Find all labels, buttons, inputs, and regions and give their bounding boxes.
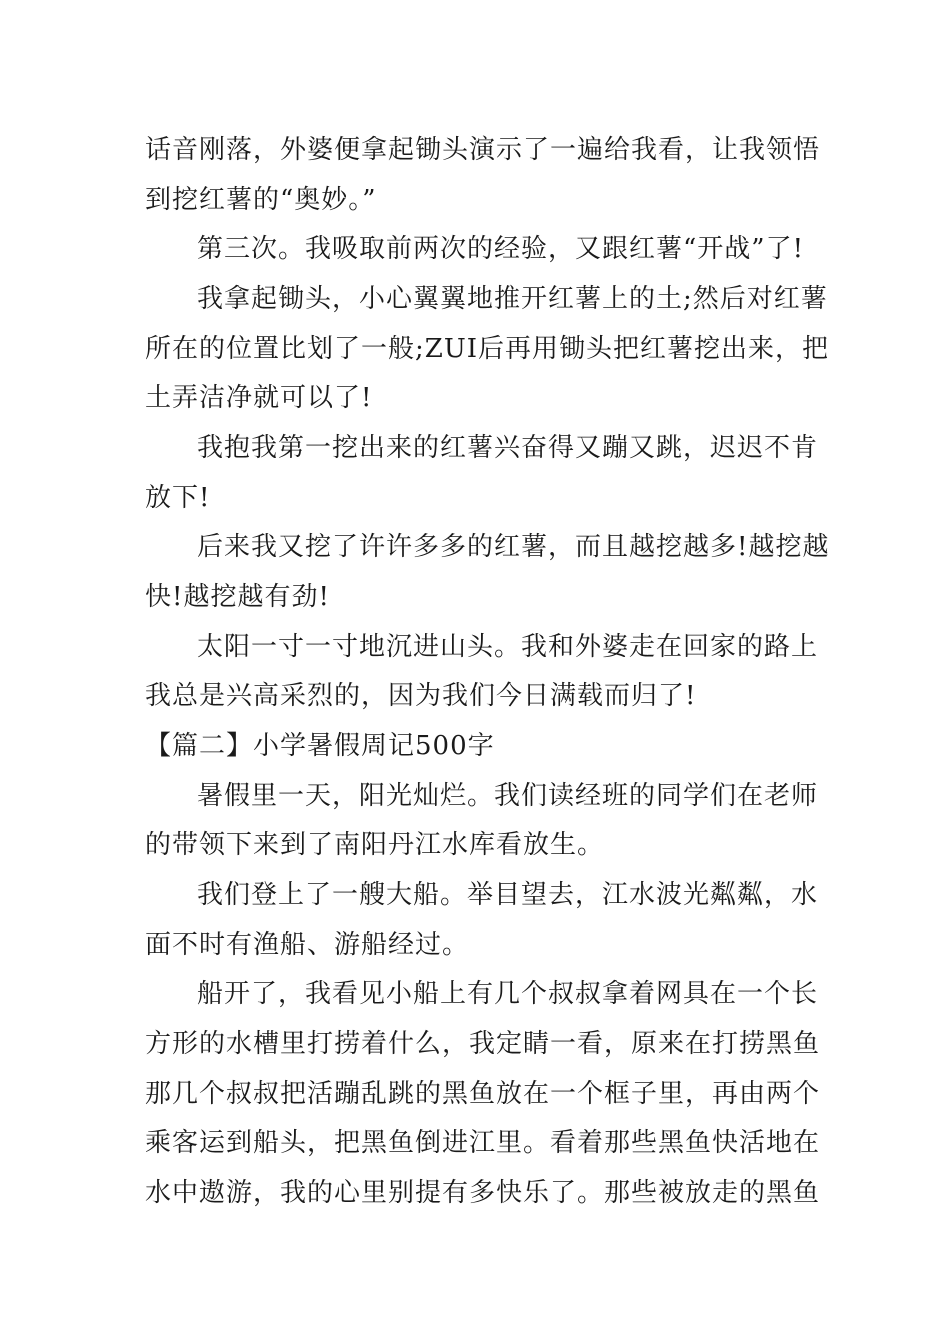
text-line: 我总是兴高采烈的，因为我们今日满载而归了!	[145, 681, 697, 711]
text-line: 暑假里一天，阳光灿烂。我们读经班的同学们在老师	[197, 781, 819, 811]
text-line: 那几个叔叔把活蹦乱跳的黑鱼放在一个框子里，再由两个	[145, 1079, 821, 1109]
text-line: 土弄洁净就可以了!	[145, 383, 373, 413]
text-line: 到挖红薯的“奥妙。”	[145, 185, 377, 215]
text-line: 水中遨游，我的心里别提有多快乐了。那些被放走的黑鱼	[145, 1178, 821, 1208]
text-line: 我们登上了一艘大船。举目望去，江水波光粼粼，水	[197, 880, 819, 910]
text-line: 我拿起锄头，小心翼翼地推开红薯上的土;然后对红薯	[197, 284, 828, 314]
text-line: 方形的水槽里打捞着什么，我定睛一看，原来在打捞黑鱼	[145, 1029, 821, 1059]
text-line: 我抱我第一挖出来的红薯兴奋得又蹦又跳，迟迟不肯	[197, 433, 819, 463]
text-line: 面不时有渔船、游船经过。	[145, 930, 470, 960]
text-line: 第三次。我吸取前两次的经验，又跟红薯“开战”了!	[197, 234, 805, 264]
section-heading: 【篇二】小学暑假周记500字	[145, 731, 495, 761]
text-line: 乘客运到船头，把黑鱼倒进江里。看着那些黑鱼快活地在	[145, 1128, 821, 1158]
text-line: 的带领下来到了南阳丹江水库看放生。	[145, 830, 605, 860]
text-line: 船开了，我看见小船上有几个叔叔拿着网具在一个长	[197, 979, 819, 1009]
text-line: 所在的位置比划了一般;ZUI后再用锄头把红薯挖出来，把	[145, 334, 830, 364]
text-line: 快!越挖越有劲!	[145, 582, 330, 612]
text-line: 后来我又挖了许许多多的红薯，而且越挖越多!越挖越	[197, 532, 830, 562]
text-line: 放下!	[145, 483, 211, 513]
text-line: 话音刚落，外婆便拿起锄头演示了一遍给我看，让我领悟	[145, 135, 821, 165]
text-line: 太阳一寸一寸地沉进山头。我和外婆走在回家的路上	[197, 632, 819, 662]
